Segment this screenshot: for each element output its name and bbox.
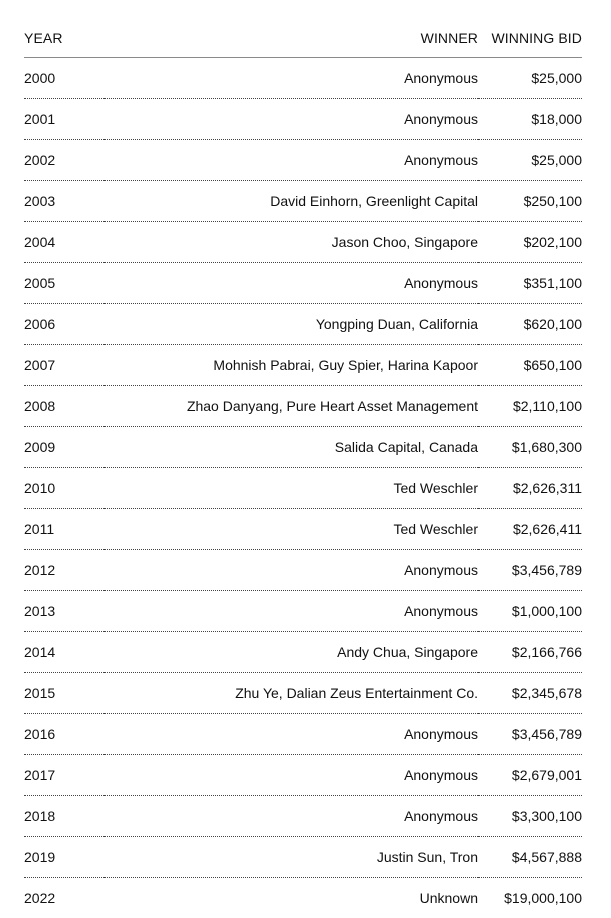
cell-year: 2007 [24,345,104,386]
cell-year: 2017 [24,755,104,796]
cell-winner: Unknown [104,878,478,918]
table-row [24,878,582,918]
cell-year: 2014 [24,632,104,673]
table-row [24,714,582,755]
cell-year: 2002 [24,140,104,181]
cell-winner: Anonymous [104,796,478,837]
cell-winning-bid: $4,567,888 [478,837,582,878]
cell-year: 2006 [24,304,104,345]
cell-winning-bid: $3,300,100 [478,796,582,837]
table-row [24,509,582,550]
table-row [24,837,582,878]
cell-winning-bid: $620,100 [478,304,582,345]
cell-year: 2000 [24,58,104,99]
cell-year: 2012 [24,550,104,591]
table-row [24,632,582,673]
cell-winning-bid: $19,000,100 [478,878,582,918]
cell-winner: Ted Weschler [104,509,478,550]
table-row [24,755,582,796]
cell-winner: Justin Sun, Tron [104,837,478,878]
cell-winning-bid: $2,626,411 [478,509,582,550]
table-row [24,99,582,140]
cell-winning-bid: $3,456,789 [478,550,582,591]
cell-year: 2022 [24,878,104,918]
cell-year: 2010 [24,468,104,509]
cell-winner: Mohnish Pabrai, Guy Spier, Harina Kapoor [104,345,478,386]
cell-winning-bid: $1,680,300 [478,427,582,468]
cell-winner: Salida Capital, Canada [104,427,478,468]
table-row [24,222,582,263]
cell-year: 2001 [24,99,104,140]
cell-year: 2004 [24,222,104,263]
cell-winner: Ted Weschler [104,468,478,509]
cell-winning-bid: $1,000,100 [478,591,582,632]
cell-winner: Anonymous [104,591,478,632]
table-row [24,304,582,345]
cell-winning-bid: $25,000 [478,140,582,181]
header-winner: WINNER [104,18,478,58]
cell-winning-bid: $351,100 [478,263,582,304]
cell-winner: Anonymous [104,550,478,591]
table-row [24,345,582,386]
cell-winning-bid: $2,345,678 [478,673,582,714]
auction-results-table [24,18,582,918]
cell-year: 2015 [24,673,104,714]
cell-winning-bid: $650,100 [478,345,582,386]
cell-year: 2005 [24,263,104,304]
cell-winning-bid: $3,456,789 [478,714,582,755]
header-winning-bid: WINNING BID [478,18,582,58]
cell-winning-bid: $2,679,001 [478,755,582,796]
cell-winner: David Einhorn, Greenlight Capital [104,181,478,222]
cell-winning-bid: $2,626,311 [478,468,582,509]
cell-year: 2009 [24,427,104,468]
table-row [24,427,582,468]
cell-year: 2011 [24,509,104,550]
cell-winner: Anonymous [104,755,478,796]
cell-winning-bid: $2,166,766 [478,632,582,673]
auction-results-table-container [24,18,582,918]
table-row [24,140,582,181]
table-body [24,58,582,918]
cell-winner: Anonymous [104,263,478,304]
table-row [24,181,582,222]
cell-winner: Anonymous [104,58,478,99]
cell-winner: Jason Choo, Singapore [104,222,478,263]
cell-winning-bid: $202,100 [478,222,582,263]
table-row [24,58,582,99]
table-row [24,796,582,837]
cell-winning-bid: $2,110,100 [478,386,582,427]
table-row [24,468,582,509]
cell-winner: Yongping Duan, California [104,304,478,345]
table-row [24,263,582,304]
header-year: YEAR [24,18,104,58]
cell-winner: Anonymous [104,140,478,181]
cell-year: 2018 [24,796,104,837]
cell-winning-bid: $18,000 [478,99,582,140]
table-row [24,591,582,632]
header-row [24,18,582,58]
cell-winning-bid: $25,000 [478,58,582,99]
table-row [24,386,582,427]
cell-year: 2013 [24,591,104,632]
table-row [24,550,582,591]
cell-year: 2008 [24,386,104,427]
cell-winner: Zhao Danyang, Pure Heart Asset Management [104,386,478,427]
cell-winner: Zhu Ye, Dalian Zeus Entertainment Co. [104,673,478,714]
cell-year: 2019 [24,837,104,878]
cell-winner: Anonymous [104,714,478,755]
cell-year: 2016 [24,714,104,755]
table-row [24,673,582,714]
table-header [24,18,582,58]
cell-winning-bid: $250,100 [478,181,582,222]
cell-winner: Andy Chua, Singapore [104,632,478,673]
cell-year: 2003 [24,181,104,222]
cell-winner: Anonymous [104,99,478,140]
